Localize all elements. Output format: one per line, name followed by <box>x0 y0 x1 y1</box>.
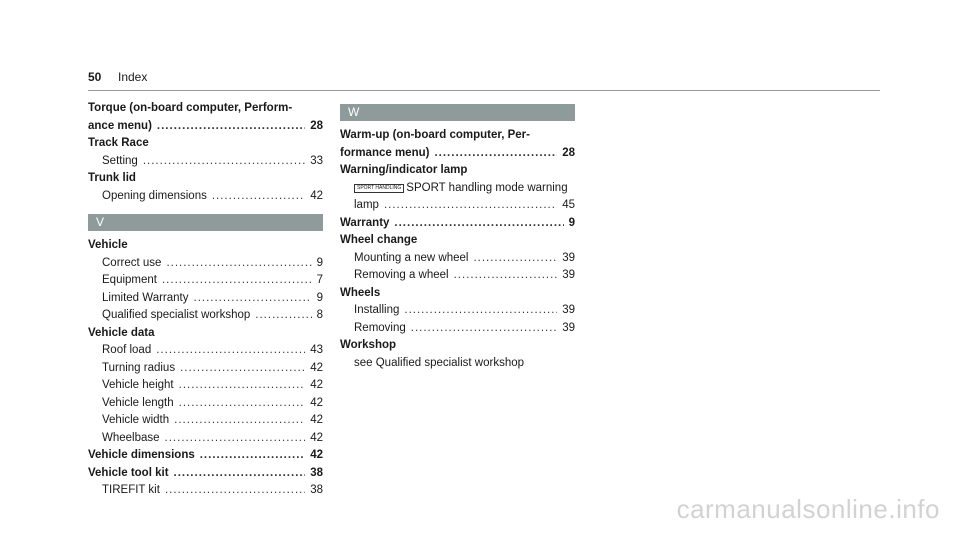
leader-dots <box>179 377 306 394</box>
leader-dots <box>165 482 305 499</box>
index-group-v <box>88 237 323 499</box>
index-term-row[interactable] <box>88 465 323 482</box>
page-reference[interactable]: 39 <box>562 251 575 264</box>
page-header <box>88 68 880 91</box>
page-reference[interactable]: 42 <box>310 361 323 374</box>
index-subentry-row[interactable] <box>340 250 575 267</box>
page-reference[interactable]: 9 <box>568 216 575 229</box>
page-reference[interactable]: 43 <box>310 344 323 356</box>
page-reference[interactable]: 42 <box>310 414 323 426</box>
page-reference[interactable]: 28 <box>310 119 323 132</box>
leader-dots <box>404 302 557 319</box>
index-term-row[interactable] <box>340 145 575 162</box>
watermark: carmanualsonline.info <box>676 494 940 524</box>
index-subentry-row[interactable] <box>88 188 323 205</box>
index-group-t <box>88 100 323 204</box>
index-subentry-row[interactable] <box>88 360 323 377</box>
index-group-w <box>340 127 575 371</box>
page-reference[interactable]: 42 <box>310 449 323 461</box>
index-subentry-row[interactable] <box>340 302 575 319</box>
index-subentry-row[interactable] <box>340 197 575 214</box>
page-reference[interactable]: 39 <box>562 269 575 281</box>
index-subentry-label: Vehicle length <box>102 396 174 409</box>
index-subentry-label: Removing a wheel <box>354 269 449 281</box>
page-reference[interactable]: 42 <box>310 396 323 409</box>
leader-dots <box>174 412 305 429</box>
index-subentry-label: Roof load <box>102 344 152 356</box>
index-subentry-label: Opening dimensions <box>102 189 207 202</box>
index-subentry-row[interactable] <box>88 395 323 412</box>
leader-dots <box>384 197 557 214</box>
index-term[interactable]: Workshop <box>340 339 397 351</box>
index-term-row[interactable] <box>88 118 323 135</box>
page-reference[interactable]: 42 <box>310 379 323 391</box>
leader-dots <box>174 465 306 482</box>
index-subentry-row[interactable] <box>88 482 323 499</box>
index-subentry[interactable] <box>340 180 575 197</box>
index-subentry-label: Vehicle width <box>102 414 170 426</box>
index-term-label: ance menu) <box>88 119 152 132</box>
index-subentry-row[interactable] <box>88 412 323 429</box>
index-term[interactable]: Wheels <box>340 286 381 299</box>
index-term[interactable]: Vehicle data <box>88 326 155 339</box>
index-subentry-row[interactable] <box>88 272 323 289</box>
leader-dots <box>394 215 563 232</box>
leader-dots <box>434 145 557 162</box>
leader-dots <box>194 290 312 307</box>
leader-dots <box>454 267 558 284</box>
index-subentry-label: Installing <box>354 304 400 316</box>
leader-dots <box>162 272 312 289</box>
page-reference[interactable]: 42 <box>310 189 323 202</box>
index-term-label: formance menu) <box>340 146 430 159</box>
page-reference[interactable]: 9 <box>316 291 323 304</box>
page-reference[interactable]: 38 <box>310 466 323 479</box>
index-subentry-label: TIREFIT kit <box>102 484 160 496</box>
index-term[interactable]: Warm-up (on-board computer, Per- <box>340 129 530 141</box>
index-subentry-label: Setting <box>102 154 138 167</box>
leader-dots <box>143 153 305 170</box>
page-section-label: Index <box>118 70 148 84</box>
leader-dots <box>156 342 305 359</box>
leader-dots <box>165 430 306 447</box>
index-term[interactable]: Warning/indicator lamp <box>340 164 468 176</box>
leader-dots <box>411 320 557 337</box>
index-subentry-label: Correct use <box>102 256 162 269</box>
leader-dots <box>180 360 305 377</box>
index-subentry[interactable]: see Qualified specialist workshop <box>354 356 525 369</box>
index-term[interactable]: Trunk lid <box>88 172 136 184</box>
index-subentry-row[interactable] <box>88 342 323 359</box>
index-term[interactable]: Torque (on-board computer, Perform- <box>88 102 293 114</box>
leader-dots <box>157 118 305 135</box>
page-reference[interactable]: 39 <box>562 304 575 316</box>
index-subentry-label: Equipment <box>102 274 157 286</box>
page-reference[interactable]: 8 <box>316 309 323 321</box>
index-subentry-label: Mounting a new wheel <box>354 251 469 264</box>
index-subentry-row[interactable] <box>88 153 323 170</box>
index-subentry-label: Turning radius <box>102 361 176 374</box>
index-subentry-row[interactable] <box>88 307 323 324</box>
index-term[interactable]: Track Race <box>88 137 149 149</box>
index-subentry-label: Wheelbase <box>102 431 160 444</box>
index-subentry-row[interactable] <box>88 255 323 272</box>
leader-dots <box>200 447 305 464</box>
index-subentry-label: Limited Warranty <box>102 291 189 304</box>
index-subentry-row[interactable] <box>340 267 575 284</box>
index-subentry-label: Qualified specialist workshop <box>102 309 251 321</box>
page-reference[interactable]: 33 <box>310 154 323 167</box>
index-subentry-row[interactable] <box>88 290 323 307</box>
page-reference[interactable]: 38 <box>310 484 323 496</box>
index-term-row[interactable] <box>340 215 575 232</box>
index-subentry-row[interactable] <box>340 320 575 337</box>
page-reference[interactable]: 45 <box>562 199 575 211</box>
page-number: 50 <box>88 70 102 84</box>
page-reference[interactable]: 39 <box>562 321 575 334</box>
page-reference[interactable]: 9 <box>316 256 323 269</box>
index-term-label: Warranty <box>340 216 390 229</box>
index-subentry-label: SPORT handling mode warning <box>406 181 568 194</box>
index-column-left <box>88 100 323 500</box>
index-column-right <box>340 100 575 372</box>
index-term-label: Vehicle tool kit <box>88 466 169 479</box>
leader-dots <box>473 250 557 267</box>
index-term-label: Vehicle dimensions <box>88 449 195 461</box>
index-term-row[interactable] <box>88 447 323 464</box>
leader-dots <box>166 255 311 272</box>
leader-dots <box>255 307 311 324</box>
letter-bar-w: W <box>340 104 575 121</box>
page-reference[interactable]: 28 <box>562 146 575 159</box>
index-term[interactable]: Vehicle <box>88 239 128 251</box>
leader-dots <box>179 395 306 412</box>
index-subentry-label: lamp <box>354 199 379 211</box>
page-reference[interactable]: 42 <box>310 431 323 444</box>
letter-bar-v: V <box>88 214 323 231</box>
index-subentry-label: Vehicle height <box>102 379 174 391</box>
leader-dots <box>212 188 305 205</box>
index-subentry-row[interactable] <box>88 377 323 394</box>
page-reference[interactable]: 7 <box>316 274 323 286</box>
sport-handling-icon: SPORT HANDLING <box>354 184 404 193</box>
index-term[interactable]: Wheel change <box>340 234 418 246</box>
index-subentry-row[interactable] <box>88 430 323 447</box>
index-subentry-label: Removing <box>354 321 406 334</box>
